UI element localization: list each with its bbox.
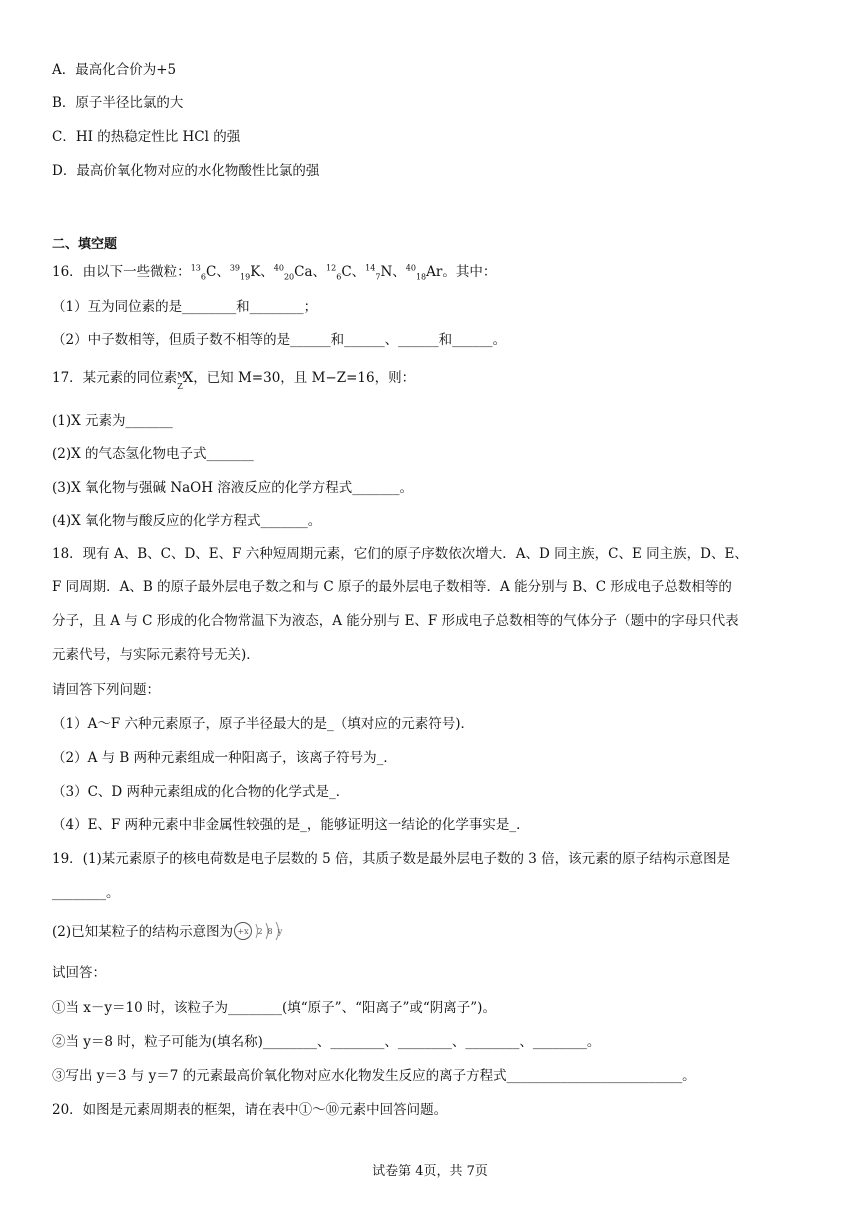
q19-line-4: 试回答：: [52, 965, 106, 981]
isotope-1: $^{13}_6$C: [190, 263, 217, 282]
q15-option-a: A．最高化合价为+5: [52, 62, 177, 78]
q20-stem: 20．如图是元素周期表的框架，请在表中①～⑩元素中回答问题。: [52, 1102, 448, 1118]
q15-option-d: D．最高价氧化物对应的水化物酸性比氯的强: [52, 163, 320, 179]
q15-option-c: C．HI 的热稳定性比 HCl 的强: [52, 129, 241, 145]
q17-sub2: (2)X 的气态氢化物电子式_______: [52, 446, 254, 462]
q19-line-2: ________。: [52, 885, 120, 901]
q18-line-4: 元素代号，与实际元素符号无关)．: [52, 647, 260, 663]
isotope-3: $^{40}_{20}$Ca: [273, 263, 313, 282]
isotope-list: [191, 264, 443, 280]
q18-line-7: （2）A 与 B 两种元素组成一种阳离子，该离子符号为_．: [52, 750, 397, 766]
atomic-structure-diagram: [233, 920, 289, 942]
q19-line-6: ②当 y＝8 时，粒子可能为(填名称)________、________、________、________、________。: [52, 1034, 601, 1050]
isotope-symbol: M Z X: [177, 370, 194, 391]
isotope-6: $^{40}_{18}$Ar: [405, 263, 443, 282]
enumeration-comma: 、: [216, 264, 230, 280]
enumeration-comma: 、: [392, 264, 406, 280]
q17-stem: [52, 368, 416, 391]
q18-line-5: 请回答下列问题：: [52, 682, 160, 698]
q17-prefix: 17．某元素的同位素: [52, 370, 178, 386]
q19-line-1: 19．(1)某元素原子的核电荷数是电子层数的 5 倍，其质子数是最外层电子数的 3 倍，该元素的原子结构示意图是: [52, 851, 731, 867]
isotope-4: $^{12}_6$C: [326, 263, 352, 282]
q17-sub4: (4)X 氧化物与酸反应的化学方程式_______。: [52, 513, 322, 529]
q19-line-3-text: (2)已知某粒子的结构示意图为: [52, 924, 234, 940]
q16-stem: [52, 262, 496, 282]
page-footer: 试卷第 4页，共 7页: [372, 1164, 488, 1179]
q18-line-2: F 同周期．A、B 的原子最外层电子数之和与 C 原子的最外层电子数相等．A 能分别与 B、C 形成电子总数相等的: [52, 579, 732, 595]
shell-3-label: y: [277, 927, 283, 936]
q19-line-7: ③写出 y＝3 与 y＝7 的元素最高价氧化物对应水化物发生反应的离子方程式__________________________。: [52, 1068, 696, 1084]
isotope-5: $^{14}_7$N: [365, 263, 393, 282]
q18-line-8: （3）C、D 两种元素组成的化合物的化学式是_．: [52, 784, 350, 800]
nucleus-label: +x: [237, 927, 249, 936]
q16-sub1: （1）互为同位素的是________和________；: [52, 299, 318, 315]
q19-line-5: ①当 x－y＝10 时，该粒子为________(填“原子”、“阳离子”或“阴离子”)。: [52, 1000, 496, 1016]
q18-line-3: 分子，且 A 与 C 形成的化合物常温下为液态，A 能分别与 E、F 形成电子总数相等的气体分子（题中的字母只代表: [52, 613, 739, 629]
q15-option-b: B．原子半径比氯的大: [52, 95, 184, 111]
shell-2-label: 8: [267, 927, 273, 936]
q16-suffix: 。其中：: [442, 264, 497, 280]
enumeration-comma: 、: [260, 264, 274, 280]
q18-line-1: 18．现有 A、B、C、D、E、F 六种短周期元素，它们的原子序数依次增大．A、D 同主族，C、E 同主族，D、E、: [52, 546, 748, 562]
shell-1-label: 2: [257, 927, 263, 936]
q16-sub2: （2）中子数相等，但质子数不相等的是______和______、______和______。: [52, 332, 507, 348]
q17-sub1: (1)X 元素为_______: [52, 413, 173, 429]
isotope-2: $^{39}_{19}$K: [229, 263, 261, 282]
q18-line-6: （1）A～F 六种元素原子，原子半径最大的是_（填对应的元素符号)．: [52, 716, 475, 732]
q17-suffix: ，已知 M=30，且 M−Z=16，则：: [193, 370, 416, 386]
enumeration-comma: 、: [351, 264, 366, 280]
section-title: 二、填空题: [52, 237, 118, 252]
enumeration-comma: 、: [312, 264, 327, 280]
q16-prefix: 16．由以下一些微粒：: [52, 264, 191, 280]
q17-sub3: (3)X 氧化物与强碱 NaOH 溶液反应的化学方程式_______。: [52, 480, 414, 496]
q19-line-3: [52, 920, 289, 942]
q18-line-9: （4）E、F 两种元素中非金属性较强的是_，能够证明这一结论的化学事实是_．: [52, 817, 530, 833]
